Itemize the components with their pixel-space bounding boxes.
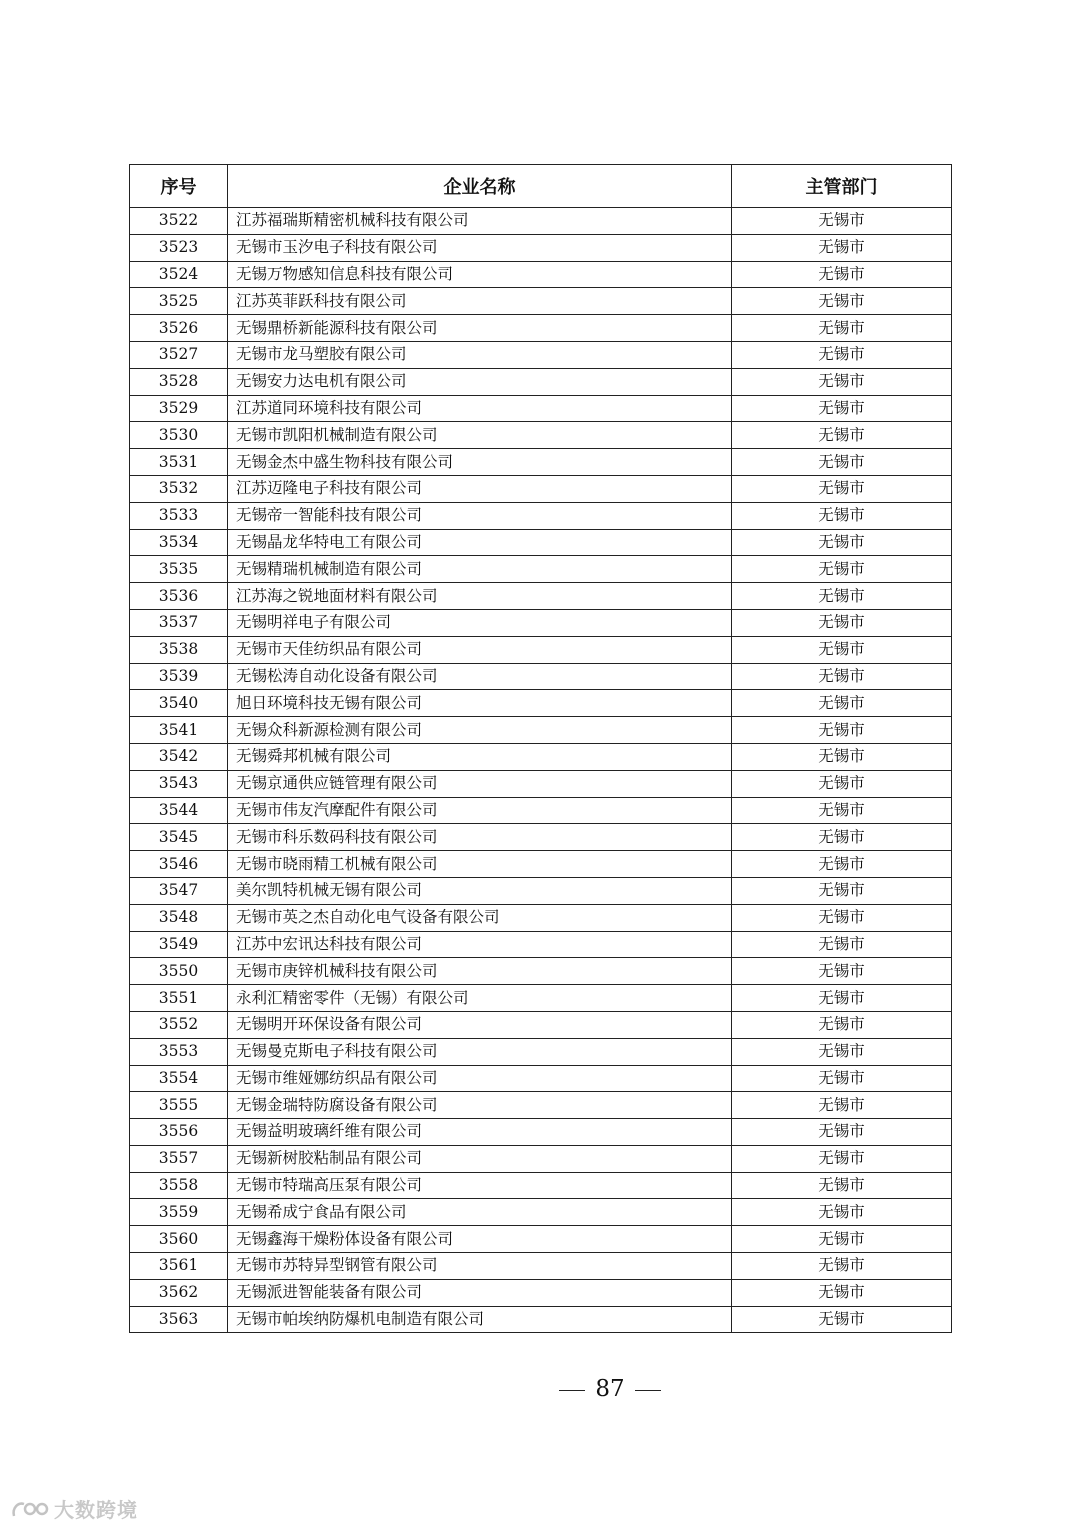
department-cell: 无锡市 [732,556,952,583]
header-department: 主管部门 [732,165,952,208]
row-index-cell: 3535 [130,556,228,583]
row-index-cell: 3559 [130,1199,228,1226]
department-cell: 无锡市 [732,1119,952,1146]
company-name-cell: 永利汇精密零件（无锡）有限公司 [228,985,732,1012]
row-index-cell: 3522 [130,208,228,235]
page-dash-left [559,1390,585,1391]
watermark [10,1494,138,1523]
department-cell: 无锡市 [732,931,952,958]
table-row [130,449,952,476]
table-row [130,556,952,583]
company-name-cell: 江苏英菲跃科技有限公司 [228,288,732,315]
department-cell: 无锡市 [732,449,952,476]
table-row [130,931,952,958]
department-cell: 无锡市 [732,770,952,797]
company-name-cell: 无锡市伟友汽摩配件有限公司 [228,797,732,824]
company-name-cell: 无锡松涛自动化设备有限公司 [228,663,732,690]
table-row [130,663,952,690]
row-index-cell: 3548 [130,904,228,931]
company-name-cell: 无锡市庚锌机械科技有限公司 [228,958,732,985]
department-cell: 无锡市 [732,743,952,770]
company-name-cell: 无锡安力达电机有限公司 [228,368,732,395]
row-index-cell: 3552 [130,1011,228,1038]
row-index-cell: 3526 [130,315,228,342]
row-index-cell: 3523 [130,234,228,261]
company-logo-icon [10,1498,50,1520]
row-index-cell: 3555 [130,1092,228,1119]
table-row [130,1226,952,1253]
table-row [130,208,952,235]
header-company-name: 企业名称 [228,165,732,208]
table-row [130,797,952,824]
company-name-cell: 无锡市晓雨精工机械有限公司 [228,851,732,878]
watermark-text: 大数跨境 [54,1498,138,1522]
company-name-cell: 无锡派进智能装备有限公司 [228,1279,732,1306]
table-row [130,234,952,261]
department-cell: 无锡市 [732,288,952,315]
department-cell: 无锡市 [732,717,952,744]
department-cell: 无锡市 [732,1172,952,1199]
table-row [130,743,952,770]
department-cell: 无锡市 [732,315,952,342]
company-name-cell: 美尔凯特机械无锡有限公司 [228,877,732,904]
table-row [130,583,952,610]
company-name-cell: 江苏中宏讯达科技有限公司 [228,931,732,958]
company-name-cell: 无锡市维娅娜纺织品有限公司 [228,1065,732,1092]
company-name-cell: 无锡市天佳纺织品有限公司 [228,636,732,663]
department-cell: 无锡市 [732,1306,952,1333]
department-cell: 无锡市 [732,208,952,235]
row-index-cell: 3528 [130,368,228,395]
table-row [130,636,952,663]
department-cell: 无锡市 [732,529,952,556]
table-row [130,1145,952,1172]
department-cell: 无锡市 [732,261,952,288]
company-name-cell: 无锡帝一智能科技有限公司 [228,502,732,529]
enterprise-table-container [129,164,951,1333]
table-row [130,770,952,797]
department-cell: 无锡市 [732,234,952,261]
company-name-cell: 江苏福瑞斯精密机械科技有限公司 [228,208,732,235]
row-index-cell: 3536 [130,583,228,610]
table-row [130,368,952,395]
department-cell: 无锡市 [732,1253,952,1280]
company-name-cell: 旭日环境科技无锡有限公司 [228,690,732,717]
department-cell: 无锡市 [732,395,952,422]
company-name-cell: 无锡市科乐数码科技有限公司 [228,824,732,851]
company-name-cell: 无锡明祥电子有限公司 [228,609,732,636]
department-cell: 无锡市 [732,958,952,985]
department-cell: 无锡市 [732,1145,952,1172]
table-row [130,877,952,904]
department-cell: 无锡市 [732,368,952,395]
row-index-cell: 3527 [130,341,228,368]
department-cell: 无锡市 [732,877,952,904]
row-index-cell: 3553 [130,1038,228,1065]
company-name-cell: 无锡众科新源检测有限公司 [228,717,732,744]
company-name-cell: 江苏海之锐地面材料有限公司 [228,583,732,610]
enterprise-table [129,164,952,1333]
department-cell: 无锡市 [732,422,952,449]
company-name-cell: 无锡市龙马塑胶有限公司 [228,341,732,368]
row-index-cell: 3530 [130,422,228,449]
table-row [130,1065,952,1092]
company-name-cell: 无锡市苏特异型钢管有限公司 [228,1253,732,1280]
department-cell: 无锡市 [732,797,952,824]
company-name-cell: 无锡曼克斯电子科技有限公司 [228,1038,732,1065]
department-cell: 无锡市 [732,1092,952,1119]
row-index-cell: 3547 [130,877,228,904]
table-row [130,475,952,502]
table-row [130,395,952,422]
department-cell: 无锡市 [732,1065,952,1092]
department-cell: 无锡市 [732,985,952,1012]
row-index-cell: 3556 [130,1119,228,1146]
table-row [130,422,952,449]
row-index-cell: 3544 [130,797,228,824]
table-row [130,1092,952,1119]
row-index-cell: 3558 [130,1172,228,1199]
row-index-cell: 3563 [130,1306,228,1333]
row-index-cell: 3546 [130,851,228,878]
table-row [130,851,952,878]
department-cell: 无锡市 [732,636,952,663]
table-row [130,1279,952,1306]
department-cell: 无锡市 [732,663,952,690]
row-index-cell: 3525 [130,288,228,315]
company-name-cell: 无锡晶龙华特电工有限公司 [228,529,732,556]
row-index-cell: 3524 [130,261,228,288]
row-index-cell: 3538 [130,636,228,663]
row-index-cell: 3537 [130,609,228,636]
row-index-cell: 3533 [130,502,228,529]
row-index-cell: 3542 [130,743,228,770]
department-cell: 无锡市 [732,502,952,529]
row-index-cell: 3557 [130,1145,228,1172]
table-row [130,690,952,717]
row-index-cell: 3540 [130,690,228,717]
department-cell: 无锡市 [732,583,952,610]
department-cell: 无锡市 [732,904,952,931]
company-name-cell: 无锡万物感知信息科技有限公司 [228,261,732,288]
company-name-cell: 无锡精瑞机械制造有限公司 [228,556,732,583]
row-index-cell: 3539 [130,663,228,690]
company-name-cell: 无锡金杰中盛生物科技有限公司 [228,449,732,476]
row-index-cell: 3549 [130,931,228,958]
row-index-cell: 3562 [130,1279,228,1306]
row-index-cell: 3532 [130,475,228,502]
table-row [130,502,952,529]
row-index-cell: 3560 [130,1226,228,1253]
row-index-cell: 3554 [130,1065,228,1092]
table-row [130,958,952,985]
header-index: 序号 [130,165,228,208]
table-row [130,288,952,315]
table-row [130,1011,952,1038]
company-name-cell: 无锡市帕埃纳防爆机电制造有限公司 [228,1306,732,1333]
page-number: 87 [595,1376,625,1402]
company-name-cell: 无锡京通供应链管理有限公司 [228,770,732,797]
row-index-cell: 3529 [130,395,228,422]
company-name-cell: 无锡市凯阳机械制造有限公司 [228,422,732,449]
department-cell: 无锡市 [732,609,952,636]
table-row [130,529,952,556]
table-row [130,824,952,851]
table-row [130,1172,952,1199]
company-name-cell: 江苏迈隆电子科技有限公司 [228,475,732,502]
department-cell: 无锡市 [732,341,952,368]
table-row [130,1199,952,1226]
row-index-cell: 3551 [130,985,228,1012]
department-cell: 无锡市 [732,1199,952,1226]
row-index-cell: 3534 [130,529,228,556]
company-name-cell: 无锡希成宁食品有限公司 [228,1199,732,1226]
table-row [130,341,952,368]
table-row [130,315,952,342]
department-cell: 无锡市 [732,475,952,502]
company-name-cell: 无锡舜邦机械有限公司 [228,743,732,770]
department-cell: 无锡市 [732,1038,952,1065]
table-header-row [130,165,952,208]
table-row [130,717,952,744]
company-name-cell: 无锡市玉汐电子科技有限公司 [228,234,732,261]
department-cell: 无锡市 [732,1226,952,1253]
company-name-cell: 无锡金瑞特防腐设备有限公司 [228,1092,732,1119]
company-name-cell: 无锡益明玻璃纤维有限公司 [228,1119,732,1146]
table-row [130,1038,952,1065]
row-index-cell: 3531 [130,449,228,476]
department-cell: 无锡市 [732,824,952,851]
company-name-cell: 无锡鼎桥新能源科技有限公司 [228,315,732,342]
row-index-cell: 3545 [130,824,228,851]
company-name-cell: 无锡市特瑞高压泵有限公司 [228,1172,732,1199]
table-body [130,208,952,1333]
department-cell: 无锡市 [732,690,952,717]
table-row [130,1119,952,1146]
company-name-cell: 无锡新树胶粘制品有限公司 [228,1145,732,1172]
company-name-cell: 江苏道同环境科技有限公司 [228,395,732,422]
company-name-cell: 无锡明开环保设备有限公司 [228,1011,732,1038]
department-cell: 无锡市 [732,1279,952,1306]
row-index-cell: 3550 [130,958,228,985]
company-name-cell: 无锡市英之杰自动化电气设备有限公司 [228,904,732,931]
table-row [130,1306,952,1333]
table-row [130,1253,952,1280]
company-name-cell: 无锡鑫海干燥粉体设备有限公司 [228,1226,732,1253]
row-index-cell: 3541 [130,717,228,744]
table-row [130,904,952,931]
department-cell: 无锡市 [732,1011,952,1038]
table-row [130,261,952,288]
table-row [130,985,952,1012]
department-cell: 无锡市 [732,851,952,878]
table-row [130,609,952,636]
row-index-cell: 3561 [130,1253,228,1280]
page-dash-right [635,1390,661,1391]
row-index-cell: 3543 [130,770,228,797]
page-footer [0,1376,1080,1402]
